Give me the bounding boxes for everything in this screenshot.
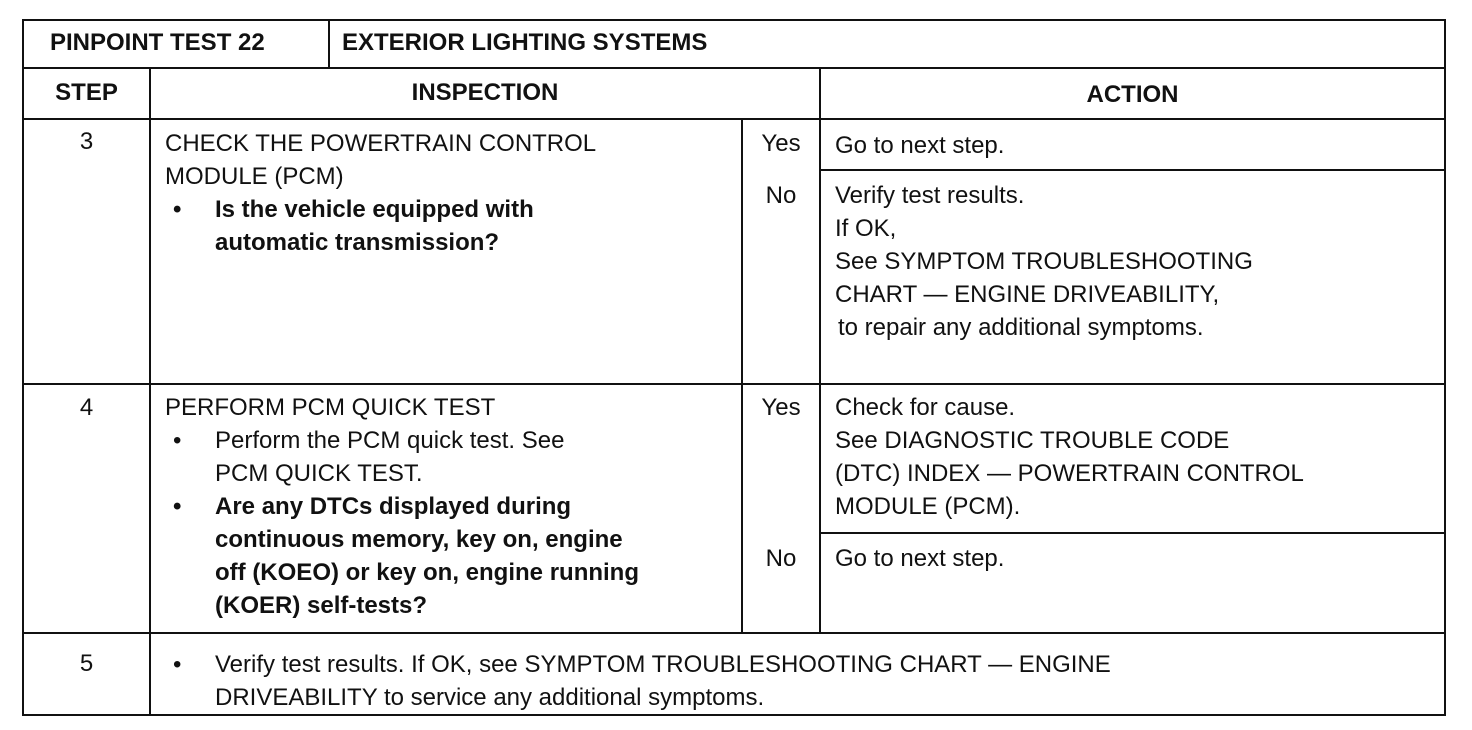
step-4-title: PERFORM PCM QUICK TEST xyxy=(165,394,496,421)
rule-step3-yes-no xyxy=(819,169,1444,171)
step-3-yes-label: Yes xyxy=(761,130,801,157)
bullet-icon: • xyxy=(173,196,182,223)
step-3-question xyxy=(165,193,735,259)
bullet-icon: • xyxy=(173,427,182,454)
step-3-no-label: No xyxy=(765,182,797,209)
step-3-inspection xyxy=(165,127,735,259)
rule-under-column-headers xyxy=(24,118,1444,120)
action-column-header: ACTION xyxy=(1086,81,1179,108)
rule-step-column xyxy=(149,67,151,714)
step-4-yes-action-line1: Check for cause. xyxy=(835,394,1016,421)
pinpoint-test-title: EXTERIOR LIGHTING SYSTEMS xyxy=(342,29,708,56)
step-4-number: 4 xyxy=(79,394,94,421)
step-3-title-line1: CHECK THE POWERTRAIN CONTROL xyxy=(165,130,597,157)
rule-title-divider xyxy=(328,21,330,67)
step-4-yes-action-line4: MODULE (PCM). xyxy=(835,493,1021,520)
step-5-number: 5 xyxy=(79,650,94,677)
step-5-bullet xyxy=(165,648,1435,714)
inspection-column-header: INSPECTION xyxy=(411,79,559,106)
bullet-icon: • xyxy=(173,651,182,678)
step-column-header: STEP xyxy=(55,79,118,106)
step-3-question-line2: automatic transmission? xyxy=(215,229,500,256)
step-4-yes-label: Yes xyxy=(761,394,801,421)
rule-step4-bottom xyxy=(24,632,1444,634)
step-4-bullet2-line3: off (KOEO) or key on, engine running xyxy=(215,559,639,586)
step-4-bullet1-line1: Perform the PCM quick test. See xyxy=(215,427,565,454)
step-4-inspection xyxy=(165,391,735,622)
step-3-question-line1: Is the vehicle equipped with xyxy=(215,196,534,223)
step-4-bullet-1 xyxy=(165,424,735,490)
pinpoint-test-label: PINPOINT TEST 22 xyxy=(50,29,265,56)
step-3-no-action xyxy=(835,179,1435,344)
step-4-no-label: No xyxy=(765,545,797,572)
step-4-yes-action-line3: (DTC) INDEX — POWERTRAIN CONTROL xyxy=(835,460,1304,487)
rule-step4-yes-no xyxy=(819,532,1444,534)
rule-action-column xyxy=(819,67,821,632)
step-4-yes-action-line2: See DIAGNOSTIC TROUBLE CODE xyxy=(835,427,1230,454)
step-4-bullet1-line2: PCM QUICK TEST. xyxy=(215,460,423,487)
step-3-no-action-line5: to repair any additional symptoms. xyxy=(838,314,1204,341)
step-3-number: 3 xyxy=(79,128,94,155)
step-4-yes-action xyxy=(835,391,1435,523)
step-5-line2: DRIVEABILITY to service any additional symptoms. xyxy=(215,684,765,711)
step-3-no-action-line4: CHART — ENGINE DRIVEABILITY, xyxy=(835,281,1220,308)
step-4-bullet2-line2: continuous memory, key on, engine xyxy=(215,526,623,553)
step-3-no-action-line1: Verify test results. xyxy=(835,182,1025,209)
rule-step3-bottom xyxy=(24,383,1444,385)
step-4-bullet2-line4: (KOER) self-tests? xyxy=(215,592,428,619)
step-5-line1: Verify test results. If OK, see SYMPTOM TROUBLESHOOTING CHART — ENGINE xyxy=(215,651,1111,678)
bullet-icon: • xyxy=(173,493,182,520)
step-4-bullet-2 xyxy=(165,490,735,622)
step-5-inspection xyxy=(165,648,1435,714)
pinpoint-test-table xyxy=(22,19,1446,716)
step-4-bullet2-line1: Are any DTCs displayed during xyxy=(215,493,572,520)
step-3-no-action-line2: If OK, xyxy=(835,215,897,242)
rule-under-title xyxy=(24,67,1444,69)
step-4-no-action: Go to next step. xyxy=(835,545,1005,572)
step-3-yes-action: Go to next step. xyxy=(835,132,1005,159)
step-3-title-line2: MODULE (PCM) xyxy=(165,163,344,190)
step-3-no-action-line3: See SYMPTOM TROUBLESHOOTING xyxy=(835,248,1253,275)
